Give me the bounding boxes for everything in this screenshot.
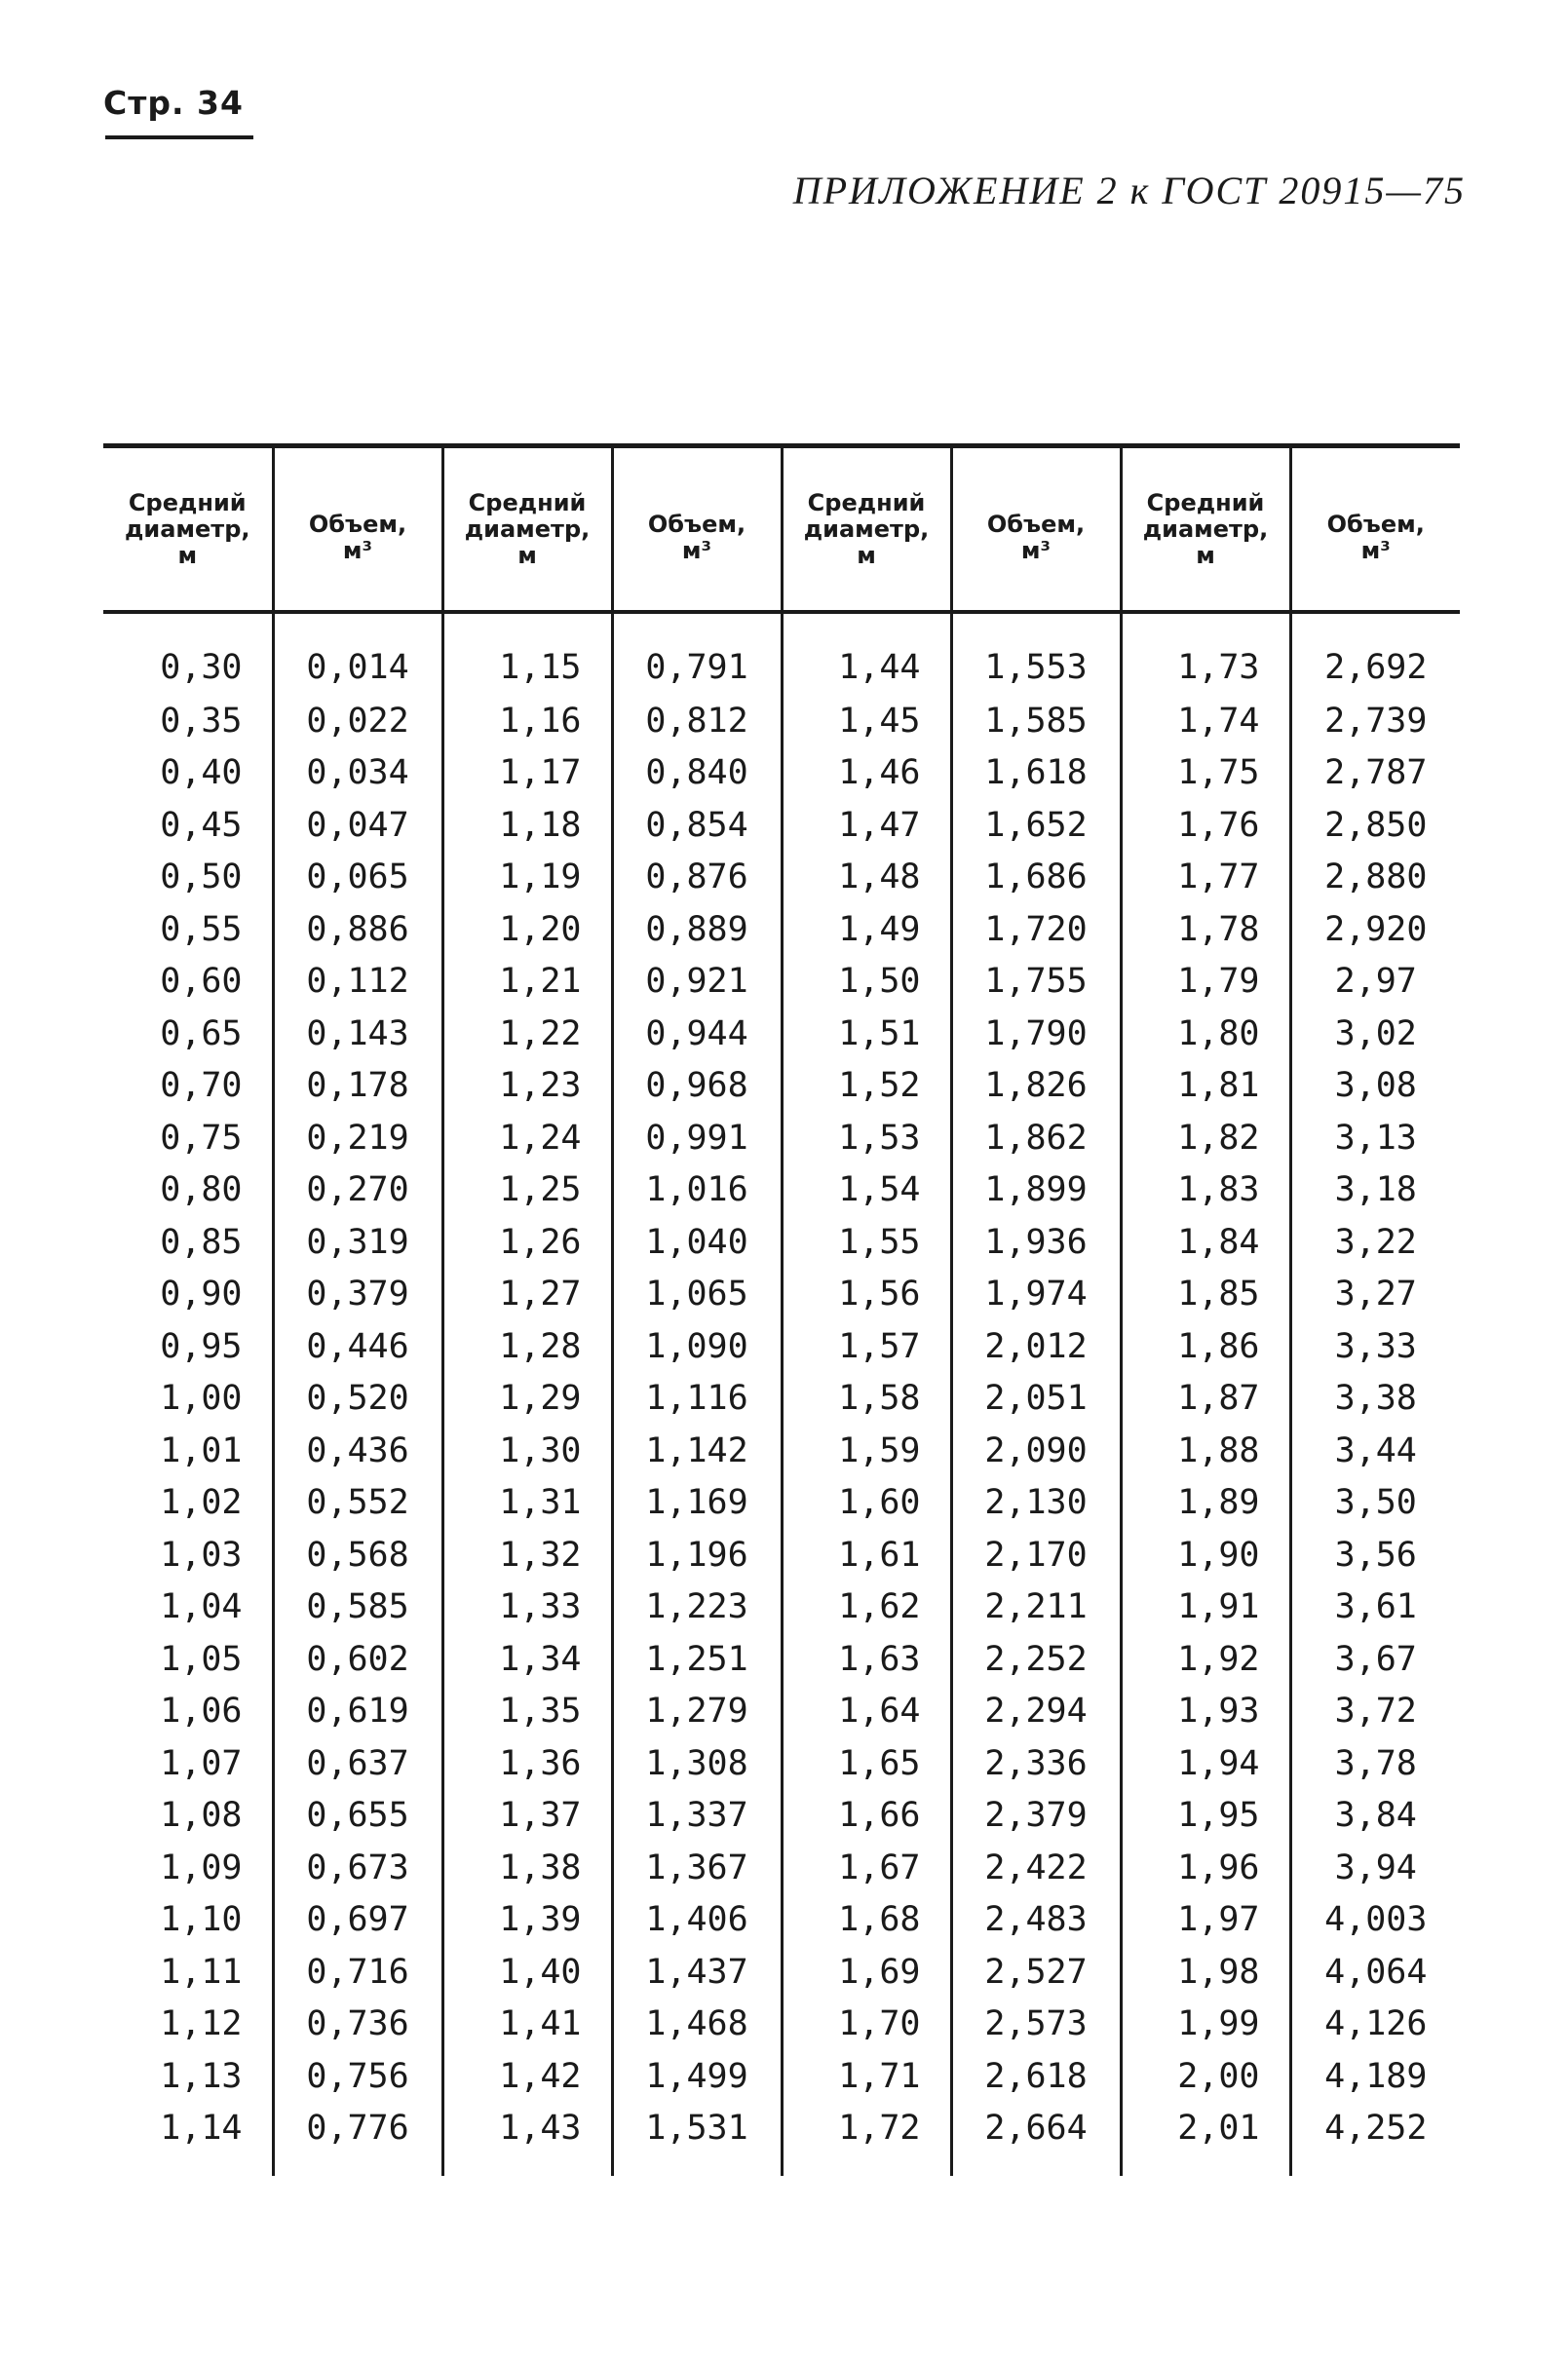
diameter-cell: 1,07 (160, 1743, 243, 1783)
diameter-cell: 0,40 (160, 753, 243, 793)
volume-cell: 2,336 (951, 1737, 1121, 1790)
diameter-cell: 1,58 (782, 1373, 951, 1426)
volume-cell: 3,67 (1290, 1633, 1460, 1686)
table-row (103, 1216, 1460, 1269)
diameter-cell: 1,85 (1121, 1269, 1290, 1321)
diameter-cell: 1,63 (782, 1633, 951, 1686)
volume-cell: 4,064 (1290, 1946, 1460, 1999)
page-number: Стр. 34 (103, 84, 244, 122)
table-body (103, 612, 1460, 2176)
diameter-cell: 1,72 (782, 2103, 951, 2177)
volume-cell: 2,527 (951, 1946, 1121, 1999)
volume-cell: 4,126 (1290, 1999, 1460, 2051)
diameter-cell: 1,57 (782, 1320, 951, 1373)
diameter-cell: 1,00 (160, 1379, 243, 1419)
diameter-cell: 1,94 (1121, 1737, 1290, 1790)
diameter-cell: 0,85 (160, 1222, 243, 1262)
volume-cell: 2,090 (951, 1425, 1121, 1477)
diameter-cell: 1,48 (782, 852, 951, 904)
table-row (103, 1425, 1460, 1477)
volume-cell: 4,003 (1290, 1894, 1460, 1947)
diameter-cell: 1,19 (442, 852, 612, 904)
volume-cell: 1,862 (951, 1112, 1121, 1164)
diameter-cell: 1,05 (160, 1639, 243, 1679)
diameter-cell: 1,67 (782, 1842, 951, 1894)
volume-cell: 1,652 (951, 799, 1121, 852)
header-label: Средний диаметр, м (125, 488, 250, 569)
volume-cell: 2,051 (951, 1373, 1121, 1426)
table-row (103, 1842, 1460, 1894)
diameter-cell: 0,65 (160, 1013, 243, 1053)
diameter-cell: 1,30 (442, 1425, 612, 1477)
diameter-cell: 2,00 (1121, 2050, 1290, 2103)
volume-cell: 2,252 (951, 1633, 1121, 1686)
diameter-cell: 1,12 (160, 2004, 243, 2044)
diameter-cell: 1,97 (1121, 1894, 1290, 1947)
diameter-cell: 0,50 (160, 857, 243, 897)
diameter-cell: 0,75 (160, 1118, 243, 1158)
diameter-cell: 1,71 (782, 2050, 951, 2103)
diameter-cell: 1,49 (782, 903, 951, 956)
volume-cell: 4,189 (1290, 2050, 1460, 2103)
table-row (103, 903, 1460, 956)
volume-cell: 0,812 (612, 695, 782, 747)
volume-cell: 0,446 (273, 1320, 442, 1373)
volume-cell: 1,169 (612, 1477, 782, 1530)
volume-cell: 0,889 (612, 903, 782, 956)
volume-cell: 0,178 (273, 1060, 442, 1113)
volume-cell: 0,876 (612, 852, 782, 904)
volume-cell: 1,618 (951, 747, 1121, 800)
table-row (103, 1686, 1460, 1738)
volume-cell: 0,022 (273, 695, 442, 747)
diameter-cell: 1,86 (1121, 1320, 1290, 1373)
table-row (103, 956, 1460, 1009)
volume-cell: 1,142 (612, 1425, 782, 1477)
volume-cell: 0,034 (273, 747, 442, 800)
diameter-cell: 1,39 (442, 1894, 612, 1947)
table-header-row (103, 446, 1460, 613)
diameter-cell: 1,78 (1121, 903, 1290, 956)
diameter-cell: 0,70 (160, 1066, 243, 1106)
volume-cell: 1,755 (951, 956, 1121, 1009)
volume-cell: 4,252 (1290, 2103, 1460, 2177)
volume-cell: 0,921 (612, 956, 782, 1009)
header-diameter-3 (782, 446, 951, 613)
diameter-cell: 1,64 (782, 1686, 951, 1738)
volume-cell: 0,840 (612, 747, 782, 800)
table-row (103, 695, 1460, 747)
diameter-cell: 0,55 (160, 909, 243, 949)
volume-cell: 1,406 (612, 1894, 782, 1947)
diameter-cell: 0,45 (160, 805, 243, 845)
diameter-cell: 1,79 (1121, 956, 1290, 1009)
diameter-cell: 1,60 (782, 1477, 951, 1530)
header-label: Средний диаметр, м (464, 488, 591, 569)
diameter-cell: 1,09 (160, 1848, 243, 1887)
diameter-cell: 1,36 (442, 1737, 612, 1790)
header-label: Объем, м³ (1326, 511, 1425, 564)
volume-cell: 0,886 (273, 903, 442, 956)
table-row (103, 1581, 1460, 1634)
header-diameter-2 (442, 446, 612, 613)
diameter-cell: 0,30 (160, 647, 243, 687)
diameter-cell: 1,13 (160, 2056, 243, 2096)
volume-cell: 0,736 (273, 1999, 442, 2051)
diameter-cell: 1,68 (782, 1894, 951, 1947)
volume-cell: 3,78 (1290, 1737, 1460, 1790)
volume-cell: 1,686 (951, 852, 1121, 904)
volume-cell: 2,130 (951, 1477, 1121, 1530)
diameter-cell: 1,75 (1121, 747, 1290, 800)
volume-cell: 0,968 (612, 1060, 782, 1113)
diameter-cell: 1,77 (1121, 852, 1290, 904)
diameter-cell: 1,23 (442, 1060, 612, 1113)
volume-cell: 1,116 (612, 1373, 782, 1426)
volume-cell: 2,739 (1290, 695, 1460, 747)
volume-cell: 3,02 (1290, 1008, 1460, 1060)
header-label: Средний диаметр, м (803, 488, 930, 569)
table-row (103, 1164, 1460, 1217)
table-row (103, 1373, 1460, 1426)
volume-cell: 1,337 (612, 1790, 782, 1843)
volume-table (103, 443, 1460, 2176)
volume-cell: 3,33 (1290, 1320, 1460, 1373)
header-label: Средний диаметр, м (1142, 488, 1269, 569)
volume-cell: 1,090 (612, 1320, 782, 1373)
diameter-cell: 1,16 (442, 695, 612, 747)
volume-table-container (103, 443, 1460, 2176)
diameter-cell: 1,24 (442, 1112, 612, 1164)
diameter-cell: 1,82 (1121, 1112, 1290, 1164)
diameter-cell: 1,31 (442, 1477, 612, 1530)
volume-cell: 1,974 (951, 1269, 1121, 1321)
table-row (103, 1633, 1460, 1686)
table-row (103, 1894, 1460, 1947)
volume-cell: 2,379 (951, 1790, 1121, 1843)
table-row (103, 1737, 1460, 1790)
table-row (103, 799, 1460, 852)
volume-cell: 0,991 (612, 1112, 782, 1164)
volume-cell: 0,619 (273, 1686, 442, 1738)
diameter-cell: 1,65 (782, 1737, 951, 1790)
volume-cell: 2,97 (1290, 956, 1460, 1009)
volume-cell: 3,72 (1290, 1686, 1460, 1738)
volume-cell: 0,379 (273, 1269, 442, 1321)
diameter-cell: 1,69 (782, 1946, 951, 1999)
diameter-cell: 1,55 (782, 1216, 951, 1269)
diameter-cell: 1,73 (1121, 612, 1290, 695)
header-volume-2 (612, 446, 782, 613)
diameter-cell: 1,70 (782, 1999, 951, 2051)
diameter-cell: 1,53 (782, 1112, 951, 1164)
volume-cell: 2,664 (951, 2103, 1121, 2177)
diameter-cell: 1,37 (442, 1790, 612, 1843)
diameter-cell: 1,06 (160, 1692, 243, 1732)
diameter-cell: 1,95 (1121, 1790, 1290, 1843)
diameter-cell: 1,87 (1121, 1373, 1290, 1426)
diameter-cell: 1,02 (160, 1483, 243, 1523)
table-row (103, 612, 1460, 695)
volume-cell: 3,94 (1290, 1842, 1460, 1894)
volume-cell: 0,112 (273, 956, 442, 1009)
volume-cell: 0,436 (273, 1425, 442, 1477)
diameter-cell: 1,11 (160, 1952, 243, 1992)
header-diameter-4 (1121, 446, 1290, 613)
volume-cell: 0,520 (273, 1373, 442, 1426)
diameter-cell: 1,96 (1121, 1842, 1290, 1894)
diameter-cell: 1,45 (782, 695, 951, 747)
volume-cell: 1,499 (612, 2050, 782, 2103)
table-row (103, 1999, 1460, 2051)
table-row (103, 1320, 1460, 1373)
diameter-cell: 1,59 (782, 1425, 951, 1477)
diameter-cell: 1,66 (782, 1790, 951, 1843)
volume-cell: 2,294 (951, 1686, 1121, 1738)
diameter-cell: 0,60 (160, 962, 243, 1002)
diameter-cell: 1,38 (442, 1842, 612, 1894)
volume-cell: 1,553 (951, 612, 1121, 695)
table-row (103, 1946, 1460, 1999)
diameter-cell: 0,80 (160, 1170, 243, 1210)
diameter-cell: 0,35 (160, 701, 243, 741)
diameter-cell: 1,29 (442, 1373, 612, 1426)
header-volume-3 (951, 446, 1121, 613)
volume-cell: 2,012 (951, 1320, 1121, 1373)
diameter-cell: 1,18 (442, 799, 612, 852)
appendix-title: ПРИЛОЖЕНИЕ 2 к ГОСТ 20915—75 (792, 169, 1466, 212)
diameter-cell: 1,62 (782, 1581, 951, 1634)
volume-cell: 2,422 (951, 1842, 1121, 1894)
diameter-cell: 0,95 (160, 1326, 243, 1366)
table-row (103, 1269, 1460, 1321)
diameter-cell: 1,98 (1121, 1946, 1290, 1999)
diameter-cell: 1,99 (1121, 1999, 1290, 2051)
volume-cell: 0,568 (273, 1529, 442, 1581)
volume-cell: 2,573 (951, 1999, 1121, 2051)
table-row (103, 2103, 1460, 2177)
table-row (103, 1008, 1460, 1060)
diameter-cell: 1,50 (782, 956, 951, 1009)
diameter-cell: 1,04 (160, 1587, 243, 1627)
volume-cell: 0,065 (273, 852, 442, 904)
diameter-cell: 1,46 (782, 747, 951, 800)
diameter-cell: 1,25 (442, 1164, 612, 1217)
table-row (103, 2050, 1460, 2103)
diameter-cell: 1,08 (160, 1796, 243, 1836)
diameter-cell: 1,83 (1121, 1164, 1290, 1217)
volume-cell: 1,196 (612, 1529, 782, 1581)
diameter-cell: 1,89 (1121, 1477, 1290, 1530)
diameter-cell: 1,84 (1121, 1216, 1290, 1269)
volume-cell: 3,08 (1290, 1060, 1460, 1113)
volume-cell: 2,483 (951, 1894, 1121, 1947)
diameter-cell: 1,56 (782, 1269, 951, 1321)
volume-cell: 0,791 (612, 612, 782, 695)
table-row (103, 1112, 1460, 1164)
volume-cell: 2,920 (1290, 903, 1460, 956)
volume-cell: 0,756 (273, 2050, 442, 2103)
volume-cell: 2,211 (951, 1581, 1121, 1634)
diameter-cell: 1,93 (1121, 1686, 1290, 1738)
diameter-cell: 1,21 (442, 956, 612, 1009)
volume-cell: 0,319 (273, 1216, 442, 1269)
diameter-cell: 1,32 (442, 1529, 612, 1581)
volume-cell: 3,18 (1290, 1164, 1460, 1217)
diameter-cell: 1,34 (442, 1633, 612, 1686)
table-row (103, 1060, 1460, 1113)
volume-cell: 1,065 (612, 1269, 782, 1321)
table-row (103, 852, 1460, 904)
volume-cell: 0,143 (273, 1008, 442, 1060)
volume-cell: 0,585 (273, 1581, 442, 1634)
volume-cell: 2,787 (1290, 747, 1460, 800)
diameter-cell: 1,15 (442, 612, 612, 695)
volume-cell: 3,27 (1290, 1269, 1460, 1321)
diameter-cell: 1,43 (442, 2103, 612, 2177)
volume-cell: 3,22 (1290, 1216, 1460, 1269)
volume-cell: 0,637 (273, 1737, 442, 1790)
diameter-cell: 1,81 (1121, 1060, 1290, 1113)
volume-cell: 3,84 (1290, 1790, 1460, 1843)
diameter-cell: 1,47 (782, 799, 951, 852)
volume-cell: 3,56 (1290, 1529, 1460, 1581)
volume-cell: 1,790 (951, 1008, 1121, 1060)
diameter-cell: 1,44 (782, 612, 951, 695)
volume-cell: 1,223 (612, 1581, 782, 1634)
diameter-cell: 1,26 (442, 1216, 612, 1269)
diameter-cell: 1,42 (442, 2050, 612, 2103)
volume-cell: 1,936 (951, 1216, 1121, 1269)
diameter-cell: 1,27 (442, 1269, 612, 1321)
diameter-cell: 1,54 (782, 1164, 951, 1217)
volume-cell: 2,618 (951, 2050, 1121, 2103)
diameter-cell: 1,20 (442, 903, 612, 956)
volume-cell: 3,13 (1290, 1112, 1460, 1164)
header-volume-1 (273, 446, 442, 613)
diameter-cell: 1,61 (782, 1529, 951, 1581)
volume-cell: 1,437 (612, 1946, 782, 1999)
volume-cell: 2,880 (1290, 852, 1460, 904)
volume-cell: 1,899 (951, 1164, 1121, 1217)
diameter-cell: 1,74 (1121, 695, 1290, 747)
diameter-cell: 1,10 (160, 1900, 243, 1940)
header-volume-4 (1290, 446, 1460, 613)
diameter-cell: 1,03 (160, 1535, 243, 1575)
volume-cell: 3,38 (1290, 1373, 1460, 1426)
header-label: Объем, м³ (647, 511, 746, 564)
diameter-cell: 1,51 (782, 1008, 951, 1060)
diameter-cell: 0,90 (160, 1275, 243, 1314)
volume-cell: 0,014 (273, 612, 442, 695)
diameter-cell: 1,52 (782, 1060, 951, 1113)
diameter-cell: 1,92 (1121, 1633, 1290, 1686)
volume-cell: 3,50 (1290, 1477, 1460, 1530)
diameter-cell: 1,01 (160, 1430, 243, 1470)
volume-cell: 2,850 (1290, 799, 1460, 852)
volume-cell: 1,531 (612, 2103, 782, 2177)
diameter-cell: 1,91 (1121, 1581, 1290, 1634)
diameter-cell: 1,14 (160, 2109, 243, 2149)
table-row (103, 747, 1460, 800)
volume-cell: 1,585 (951, 695, 1121, 747)
volume-cell: 0,270 (273, 1164, 442, 1217)
header-label: Объем, м³ (308, 511, 407, 564)
volume-cell: 1,826 (951, 1060, 1121, 1113)
diameter-cell: 1,90 (1121, 1529, 1290, 1581)
diameter-cell: 1,40 (442, 1946, 612, 1999)
volume-cell: 1,367 (612, 1842, 782, 1894)
volume-cell: 0,552 (273, 1477, 442, 1530)
volume-cell: 1,040 (612, 1216, 782, 1269)
volume-cell: 1,720 (951, 903, 1121, 956)
volume-cell: 0,602 (273, 1633, 442, 1686)
volume-cell: 1,016 (612, 1164, 782, 1217)
diameter-cell: 1,28 (442, 1320, 612, 1373)
volume-cell: 0,673 (273, 1842, 442, 1894)
diameter-cell: 1,88 (1121, 1425, 1290, 1477)
volume-cell: 2,170 (951, 1529, 1121, 1581)
page-number-underline (105, 135, 253, 139)
header-diameter-1 (103, 446, 273, 613)
table-row (103, 1529, 1460, 1581)
header-label: Объем, м³ (986, 511, 1086, 564)
volume-cell: 0,716 (273, 1946, 442, 1999)
volume-cell: 0,655 (273, 1790, 442, 1843)
volume-cell: 0,854 (612, 799, 782, 852)
volume-cell: 0,047 (273, 799, 442, 852)
diameter-cell: 1,76 (1121, 799, 1290, 852)
volume-cell: 2,692 (1290, 612, 1460, 695)
volume-cell: 1,468 (612, 1999, 782, 2051)
diameter-cell: 1,22 (442, 1008, 612, 1060)
volume-cell: 3,44 (1290, 1425, 1460, 1477)
volume-cell: 0,219 (273, 1112, 442, 1164)
diameter-cell: 1,17 (442, 747, 612, 800)
diameter-cell: 1,33 (442, 1581, 612, 1634)
diameter-cell: 2,01 (1121, 2103, 1290, 2177)
table-row (103, 1477, 1460, 1530)
diameter-cell: 1,35 (442, 1686, 612, 1738)
volume-cell: 0,944 (612, 1008, 782, 1060)
table-row (103, 1790, 1460, 1843)
diameter-cell: 1,41 (442, 1999, 612, 2051)
volume-cell: 0,697 (273, 1894, 442, 1947)
diameter-cell: 1,80 (1121, 1008, 1290, 1060)
volume-cell: 1,251 (612, 1633, 782, 1686)
volume-cell: 0,776 (273, 2103, 442, 2177)
volume-cell: 1,279 (612, 1686, 782, 1738)
volume-cell: 3,61 (1290, 1581, 1460, 1634)
volume-cell: 1,308 (612, 1737, 782, 1790)
